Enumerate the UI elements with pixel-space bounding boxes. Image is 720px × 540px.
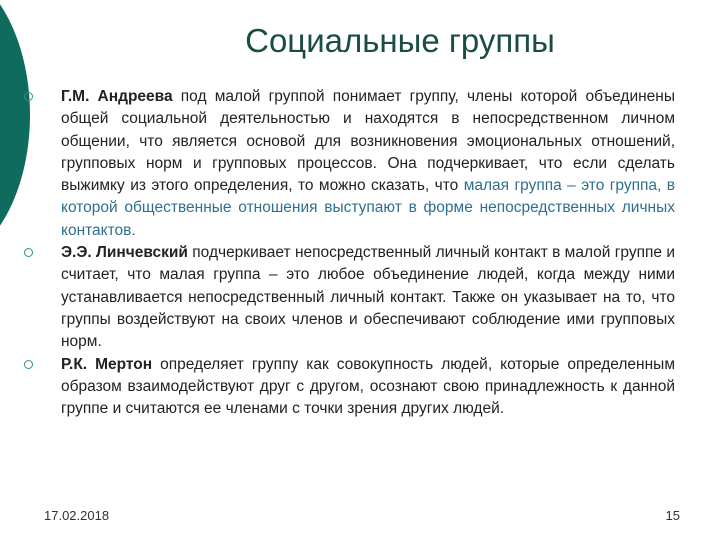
item-body: подчеркивает непосредственный личный контакт в малой группе и считает, что малая группа – это любое объединение людей, когда между ними устанавливается непосредственный личный контакт. Также он указывает на то, что группы воздействуют на своих членов и обеспечивают соблюдение ими групповых норм. — [61, 244, 675, 351]
highlighted-definition: малая группа – это группа, в которой общественные отношения выступают в форме непосредственных личных контактов. — [61, 177, 675, 239]
list-item — [20, 354, 675, 421]
list-item — [20, 86, 675, 242]
author-name: Р.К. Мертон — [61, 355, 153, 373]
author-name: Э.Э. Линчевский — [61, 244, 188, 262]
page-number: 15 — [665, 508, 680, 523]
slide-title: Социальные группы — [245, 22, 555, 59]
list-item — [20, 242, 675, 353]
item-body: определяет группу как совокупность людей, которые определенным образом взаимодействуют друг с другом, осознают свою принадлежность к данной группе и считаются ее членами с точки зрения других людей. — [61, 355, 675, 418]
circle-bullet-icon — [24, 360, 33, 369]
circle-bullet-icon — [24, 92, 33, 101]
item-body: под малой группой понимает группу, члены которой объединены общей социальной деятельностью и находятся в непосредственном личном общении, что является основой для возникновения эмоциональных отношений, групповых норм и групповых процессов. Она подчеркивает, что если сделать выжимку из этого определения, то можно сказать, что — [61, 88, 675, 195]
list-item-text — [61, 86, 675, 242]
bullet-list — [20, 86, 675, 420]
circle-bullet-icon — [24, 248, 33, 257]
list-item-text — [61, 354, 675, 421]
list-item-text — [61, 242, 675, 353]
author-name: Г.М. Андреева — [61, 88, 173, 105]
footer-date: 17.02.2018 — [44, 508, 110, 523]
